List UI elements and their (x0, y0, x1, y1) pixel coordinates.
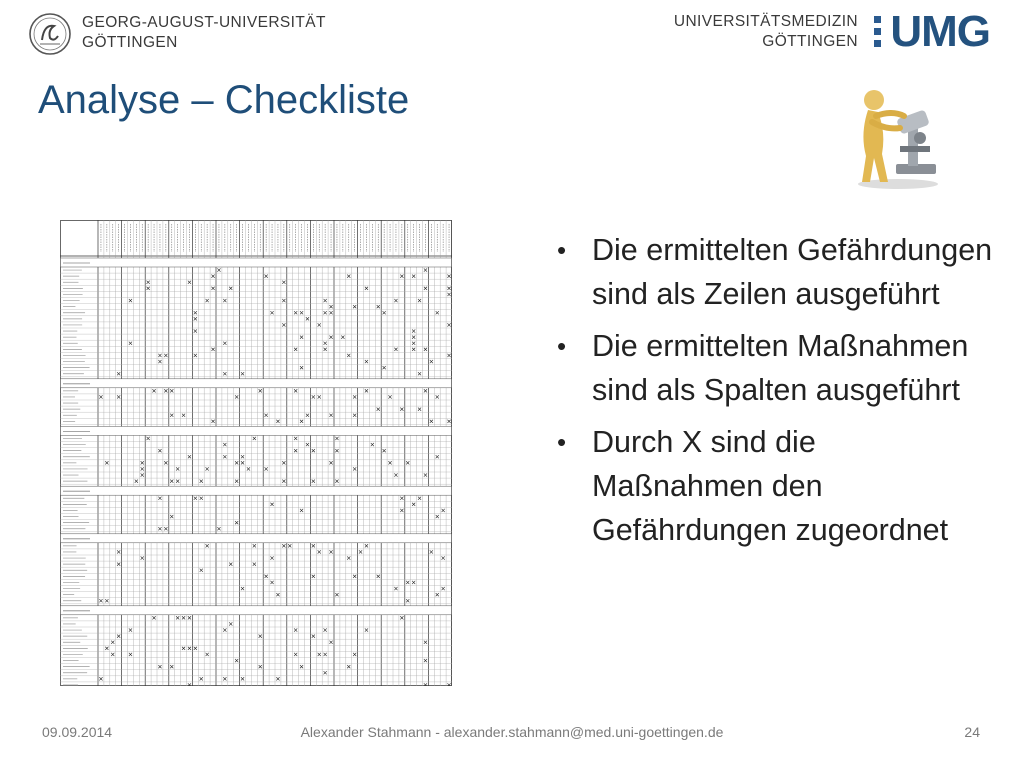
bullet-item: • Die ermittelten Maßnahmen sind als Spalten ausgeführt (553, 324, 993, 412)
footer-page-number: 24 (964, 724, 980, 740)
umg-dots-icon (874, 16, 882, 52)
umg-name-line2: GÖTTINGEN (762, 33, 858, 50)
bullet-dot-icon: • (557, 427, 567, 457)
university-seal-icon (28, 12, 72, 56)
university-name-line2: GÖTTINGEN (82, 34, 178, 51)
umg-mark: UMG (890, 7, 990, 56)
university-name-line1: GEORG-AUGUST-UNIVERSITÄT (82, 14, 326, 31)
microscope-figure-icon (838, 86, 948, 190)
bullet-dot-icon: • (557, 331, 567, 361)
bullet-item: • Die ermittelten Gefährdungen sind als Zeilen ausgeführt (553, 228, 993, 316)
university-name (82, 13, 326, 53)
umg-name-line1: UNIVERSITÄTSMEDIZIN (673, 13, 858, 30)
checklist-table-image (60, 220, 452, 686)
university-logo (28, 12, 328, 56)
bullet-item: • Durch X sind die Maßnahmen den Gefährdungen zugeordnet (553, 420, 993, 552)
bullet-dot-icon: • (557, 235, 567, 265)
umg-name (674, 12, 858, 52)
footer-author: Alexander Stahmann - alexander.stahmann@med.uni-goettingen.de (300, 724, 724, 740)
slide-title: Analyse – Checkliste (38, 78, 410, 122)
footer-date: 09.09.2014 (42, 724, 113, 740)
umg-logo (660, 7, 990, 56)
bullet-list (553, 228, 993, 560)
